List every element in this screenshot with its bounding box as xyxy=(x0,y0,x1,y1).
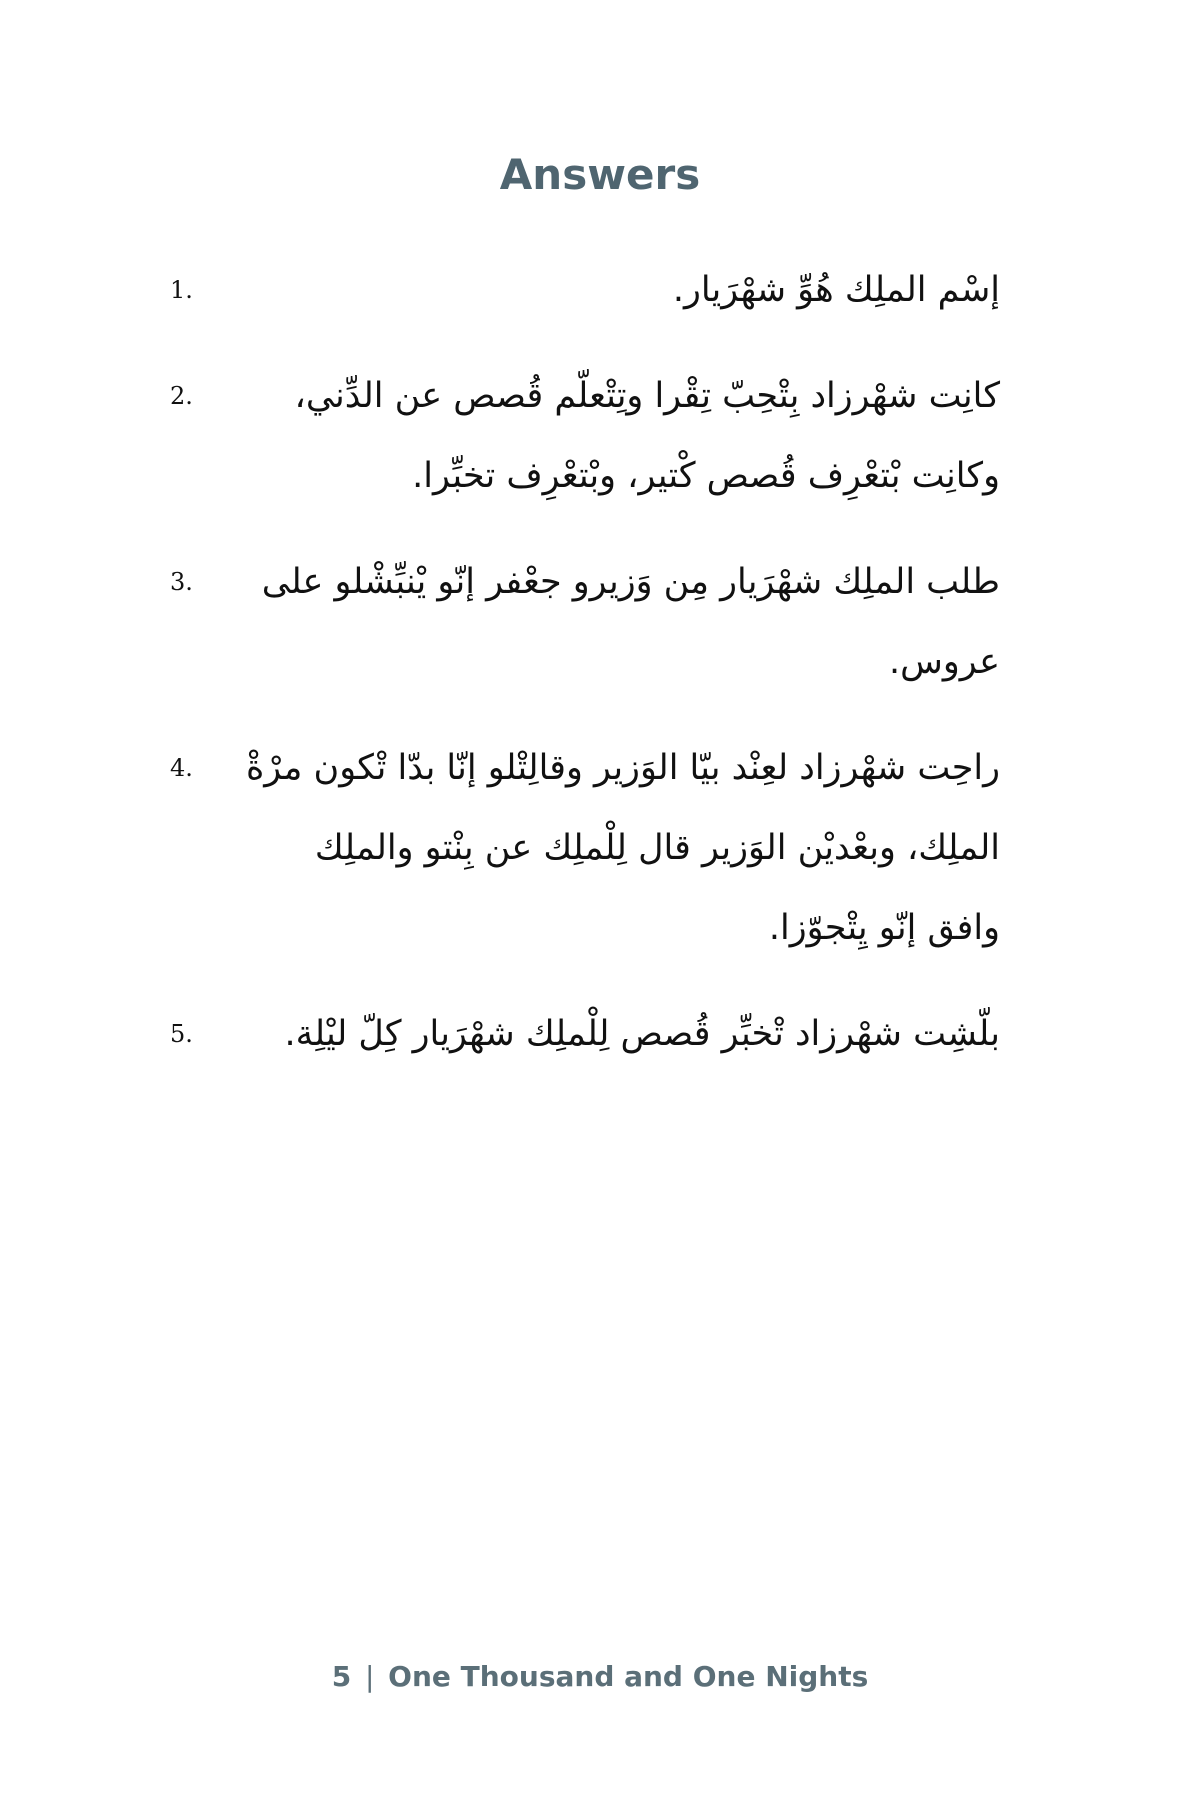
answer-number: 3. xyxy=(170,568,193,596)
page-title: Answers xyxy=(499,150,701,199)
answer-line: كانِت شهْرزاد بِتْحِبّ تِقْرا وتِتْعلّم قُصص عن الدِّني، xyxy=(294,376,1000,416)
page-footer xyxy=(0,1660,1200,1693)
answer-number: 1. xyxy=(170,276,193,304)
answer-item-1 xyxy=(170,250,1000,330)
answers-list xyxy=(170,250,1000,1100)
answer-number: 5. xyxy=(170,1020,193,1048)
answer-item-5 xyxy=(170,994,1000,1074)
answer-line: بلّشِت شهْرزاد تْخبِّر قُصص لِلْملِك شهْرَيار كِلّ ليْلِة. xyxy=(284,1014,1000,1054)
answer-line: إسْم الملِك هُوِّ شهْرَيار. xyxy=(672,270,1000,310)
answer-text xyxy=(230,728,1000,968)
answer-line: الملِك، وبعْديْن الوَزير قال لِلْملِك عن بِنْتو والملِك xyxy=(314,828,1000,868)
answer-item-3 xyxy=(170,542,1000,702)
book-title: One Thousand and One Nights xyxy=(388,1660,869,1693)
answer-line: وافق إنّو يِتْجوّزا. xyxy=(768,908,1000,948)
answer-line: عروس. xyxy=(889,642,1000,682)
answer-item-2 xyxy=(170,356,1000,516)
answer-text xyxy=(230,356,1000,516)
answer-number: 4. xyxy=(170,754,193,782)
answer-line: طلب الملِك شهْرَيار مِن وَزيرو جعْفر إنّو يْنبِّشْلو على xyxy=(261,562,1000,602)
answer-number: 2. xyxy=(170,382,193,410)
answer-text xyxy=(230,994,1000,1074)
answer-text xyxy=(230,250,1000,330)
answer-line: وكانِت بْتعْرِف قُصص كْتير، وبْتعْرِف تخبِّرا. xyxy=(412,456,1000,496)
page-number: 5 xyxy=(331,1660,352,1693)
answer-text xyxy=(230,542,1000,702)
footer-separator: | xyxy=(364,1660,375,1693)
answer-line: راحِت شهْرزاد لعِنْد بيّا الوَزير وقالِتْلو إنّا بدّا تْكون مرْةْ xyxy=(245,748,1000,788)
answer-item-4 xyxy=(170,728,1000,968)
